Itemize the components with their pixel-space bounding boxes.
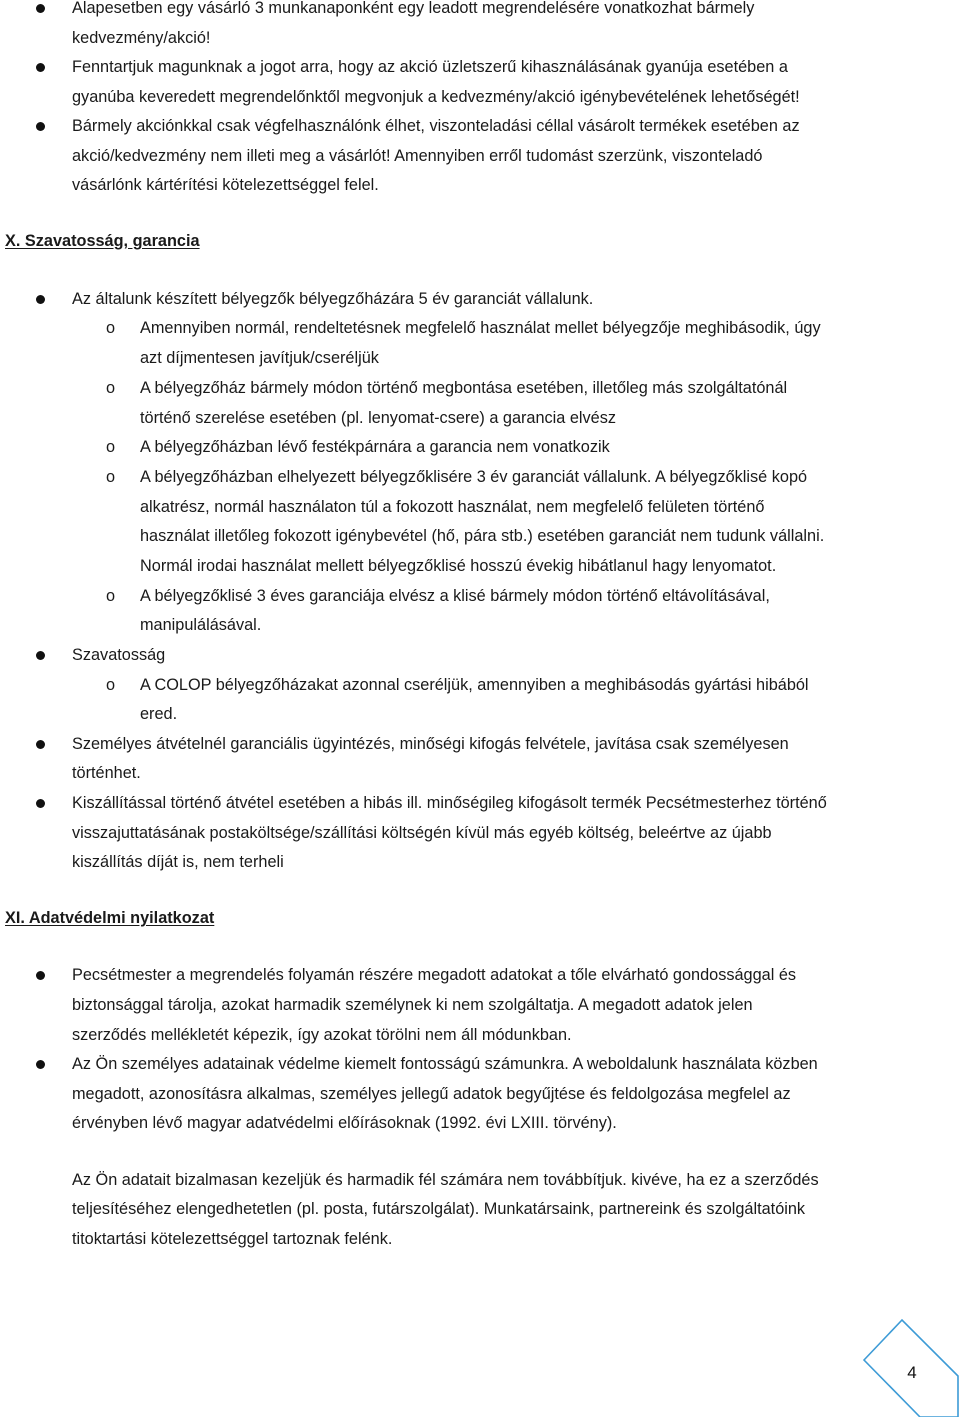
- bullet-icon: [36, 1060, 45, 1069]
- sub-item-line: ered.: [140, 705, 178, 723]
- list-item-line: Személyes átvételnél garanciális ügyintézés, minőségi kifogás felvétele, javítása csak személyesen: [72, 735, 789, 753]
- paragraph-line: titoktartási kötelezettséggel tartoznak felénk.: [72, 1230, 393, 1248]
- list-item-line: visszajuttatásának postaköltsége/szállítási költségén kívül más egyéb költség, beleértve az újabb: [72, 824, 772, 842]
- section-heading-warranty: X. Szavatosság, garancia: [5, 232, 200, 250]
- sub-bullet-marker: o: [106, 676, 116, 694]
- sub-bullet-marker: o: [106, 468, 116, 486]
- sub-bullet-marker: o: [106, 379, 116, 397]
- list-item-line: biztonsággal tárolja, azokat harmadik személynek ki nem szolgáltatja. A megadott adatok jelen: [72, 996, 753, 1014]
- sub-item-line: A bélyegzőházban elhelyezett bélyegzőklisére 3 év garanciát vállalunk. A bélyegzőklisé kopó: [140, 468, 808, 486]
- sub-item-line: alkatrész, normál használaton túl a fokozott használat, nem megfelelő felületen történő: [140, 498, 765, 516]
- sub-item-line: A bélyegzőklisé 3 éves garanciája elvész a klisé bármely módon történő eltávolításával,: [140, 587, 770, 605]
- list-item-line: akció/kedvezmény nem illeti meg a vásárlót! Amennyiben erről tudomást szerzünk, viszonteladó: [72, 147, 763, 165]
- sub-bullet-marker: o: [106, 438, 116, 456]
- sub-item-line: történő szerelése esetében (pl. lenyomat-csere) a garancia elvész: [140, 409, 617, 427]
- sub-item-line: A bélyegzőházban lévő festékpárnára a garancia nem vonatkozik: [140, 438, 610, 456]
- sub-bullet-marker: o: [106, 587, 116, 605]
- bullet-icon: [36, 295, 45, 304]
- paragraph-line: teljesítéséhez elengedhetetlen (pl. posta, futárszolgálat). Munkatársaink, partnereink és szolgáltatóink: [72, 1200, 806, 1218]
- list-item-line: kiszállítás díját is, nem terheli: [72, 853, 284, 871]
- list-item-line: vásárlónk kártérítési kötelezettséggel felel.: [72, 176, 379, 194]
- list-item-line: Szavatosság: [72, 646, 166, 664]
- list-item-line: szerződés mellékletét képezik, így azokat törölni nem áll módunkban.: [72, 1026, 572, 1044]
- sub-item-line: azt díjmentesen javítjuk/cseréljük: [140, 349, 379, 367]
- list-item-line: Kiszállítással történő átvétel esetében a hibás ill. minőségileg kifogásolt termék Pecsétmesterhez történő: [72, 794, 827, 812]
- bullet-icon: [36, 799, 45, 808]
- list-item-line: Az általunk készített bélyegzők bélyegzőházára 5 év garanciát vállalunk.: [72, 290, 594, 308]
- bullet-icon: [36, 4, 45, 13]
- bullet-icon: [36, 971, 45, 980]
- list-item-line: Pecsétmester a megrendelés folyamán részére megadott adatokat a tőle elvárható gondossággal és: [72, 966, 797, 984]
- bullet-icon: [36, 63, 45, 72]
- sub-item-line: Amennyiben normál, rendeltetésnek megfelelő használat mellet bélyegzője meghibásodik, úgy: [140, 319, 821, 337]
- sub-item-line: A COLOP bélyegzőházakat azonnal cseréljük, amennyiben a meghibásodás gyártási hibából: [140, 676, 809, 694]
- list-item-line: érvényben lévő magyar adatvédelmi előírásoknak (1992. évi LXIII. törvény).: [72, 1114, 617, 1132]
- bullet-icon: [36, 740, 45, 749]
- list-item-line: Az Ön személyes adatainak védelme kiemelt fontosságú számunkra. A weboldalunk használata közben: [72, 1055, 818, 1073]
- list-item-line: gyanúba keveredett megrendelőnktől megvonjuk a kedvezmény/akció igénybevételének lehetőségét!: [72, 88, 800, 106]
- bullet-icon: [36, 122, 45, 131]
- list-item-line: kedvezmény/akció!: [72, 29, 211, 47]
- list-item-line: Alapesetben egy vásárló 3 munkanaponként egy leadott megrendelésére vonatkozhat bármely: [72, 0, 755, 17]
- list-item-line: Bármely akciónkkal csak végfelhasználónk élhet, viszonteladási céllal vásárolt termékek esetében az: [72, 117, 800, 135]
- page-number: 4: [907, 1363, 917, 1382]
- bullet-icon: [36, 651, 45, 660]
- sub-item-line: A bélyegzőház bármely módon történő megbontása esetében, illetőleg más szolgáltatónál: [140, 379, 788, 397]
- section-heading-privacy: XI. Adatvédelmi nyilatkozat: [5, 909, 215, 927]
- list-item-line: történhet.: [72, 764, 141, 782]
- sub-bullet-marker: o: [106, 319, 116, 337]
- paragraph-line: Az Ön adatait bizalmasan kezeljük és harmadik fél számára nem továbbítjuk. kivéve, ha ez a szerződés: [72, 1171, 819, 1189]
- sub-item-line: használat illetőleg fokozott igénybevétel (hő, pára stb.) esetében garanciát nem tudunk vállalni.: [140, 527, 825, 545]
- sub-item-line: manipulálásával.: [140, 616, 262, 634]
- list-item-line: megadott, azonosításra alkalmas, személyes jellegű adatok begyűjtése és feldolgozása megfelel az: [72, 1085, 791, 1103]
- list-item-line: Fenntartjuk magunknak a jogot arra, hogy az akció üzletszerű kihasználásának gyanúja esetében a: [72, 58, 788, 76]
- sub-item-line: Normál irodai használat mellett bélyegzőklisé hosszú évekig hibátlanul hagy lenyomatot.: [140, 557, 777, 575]
